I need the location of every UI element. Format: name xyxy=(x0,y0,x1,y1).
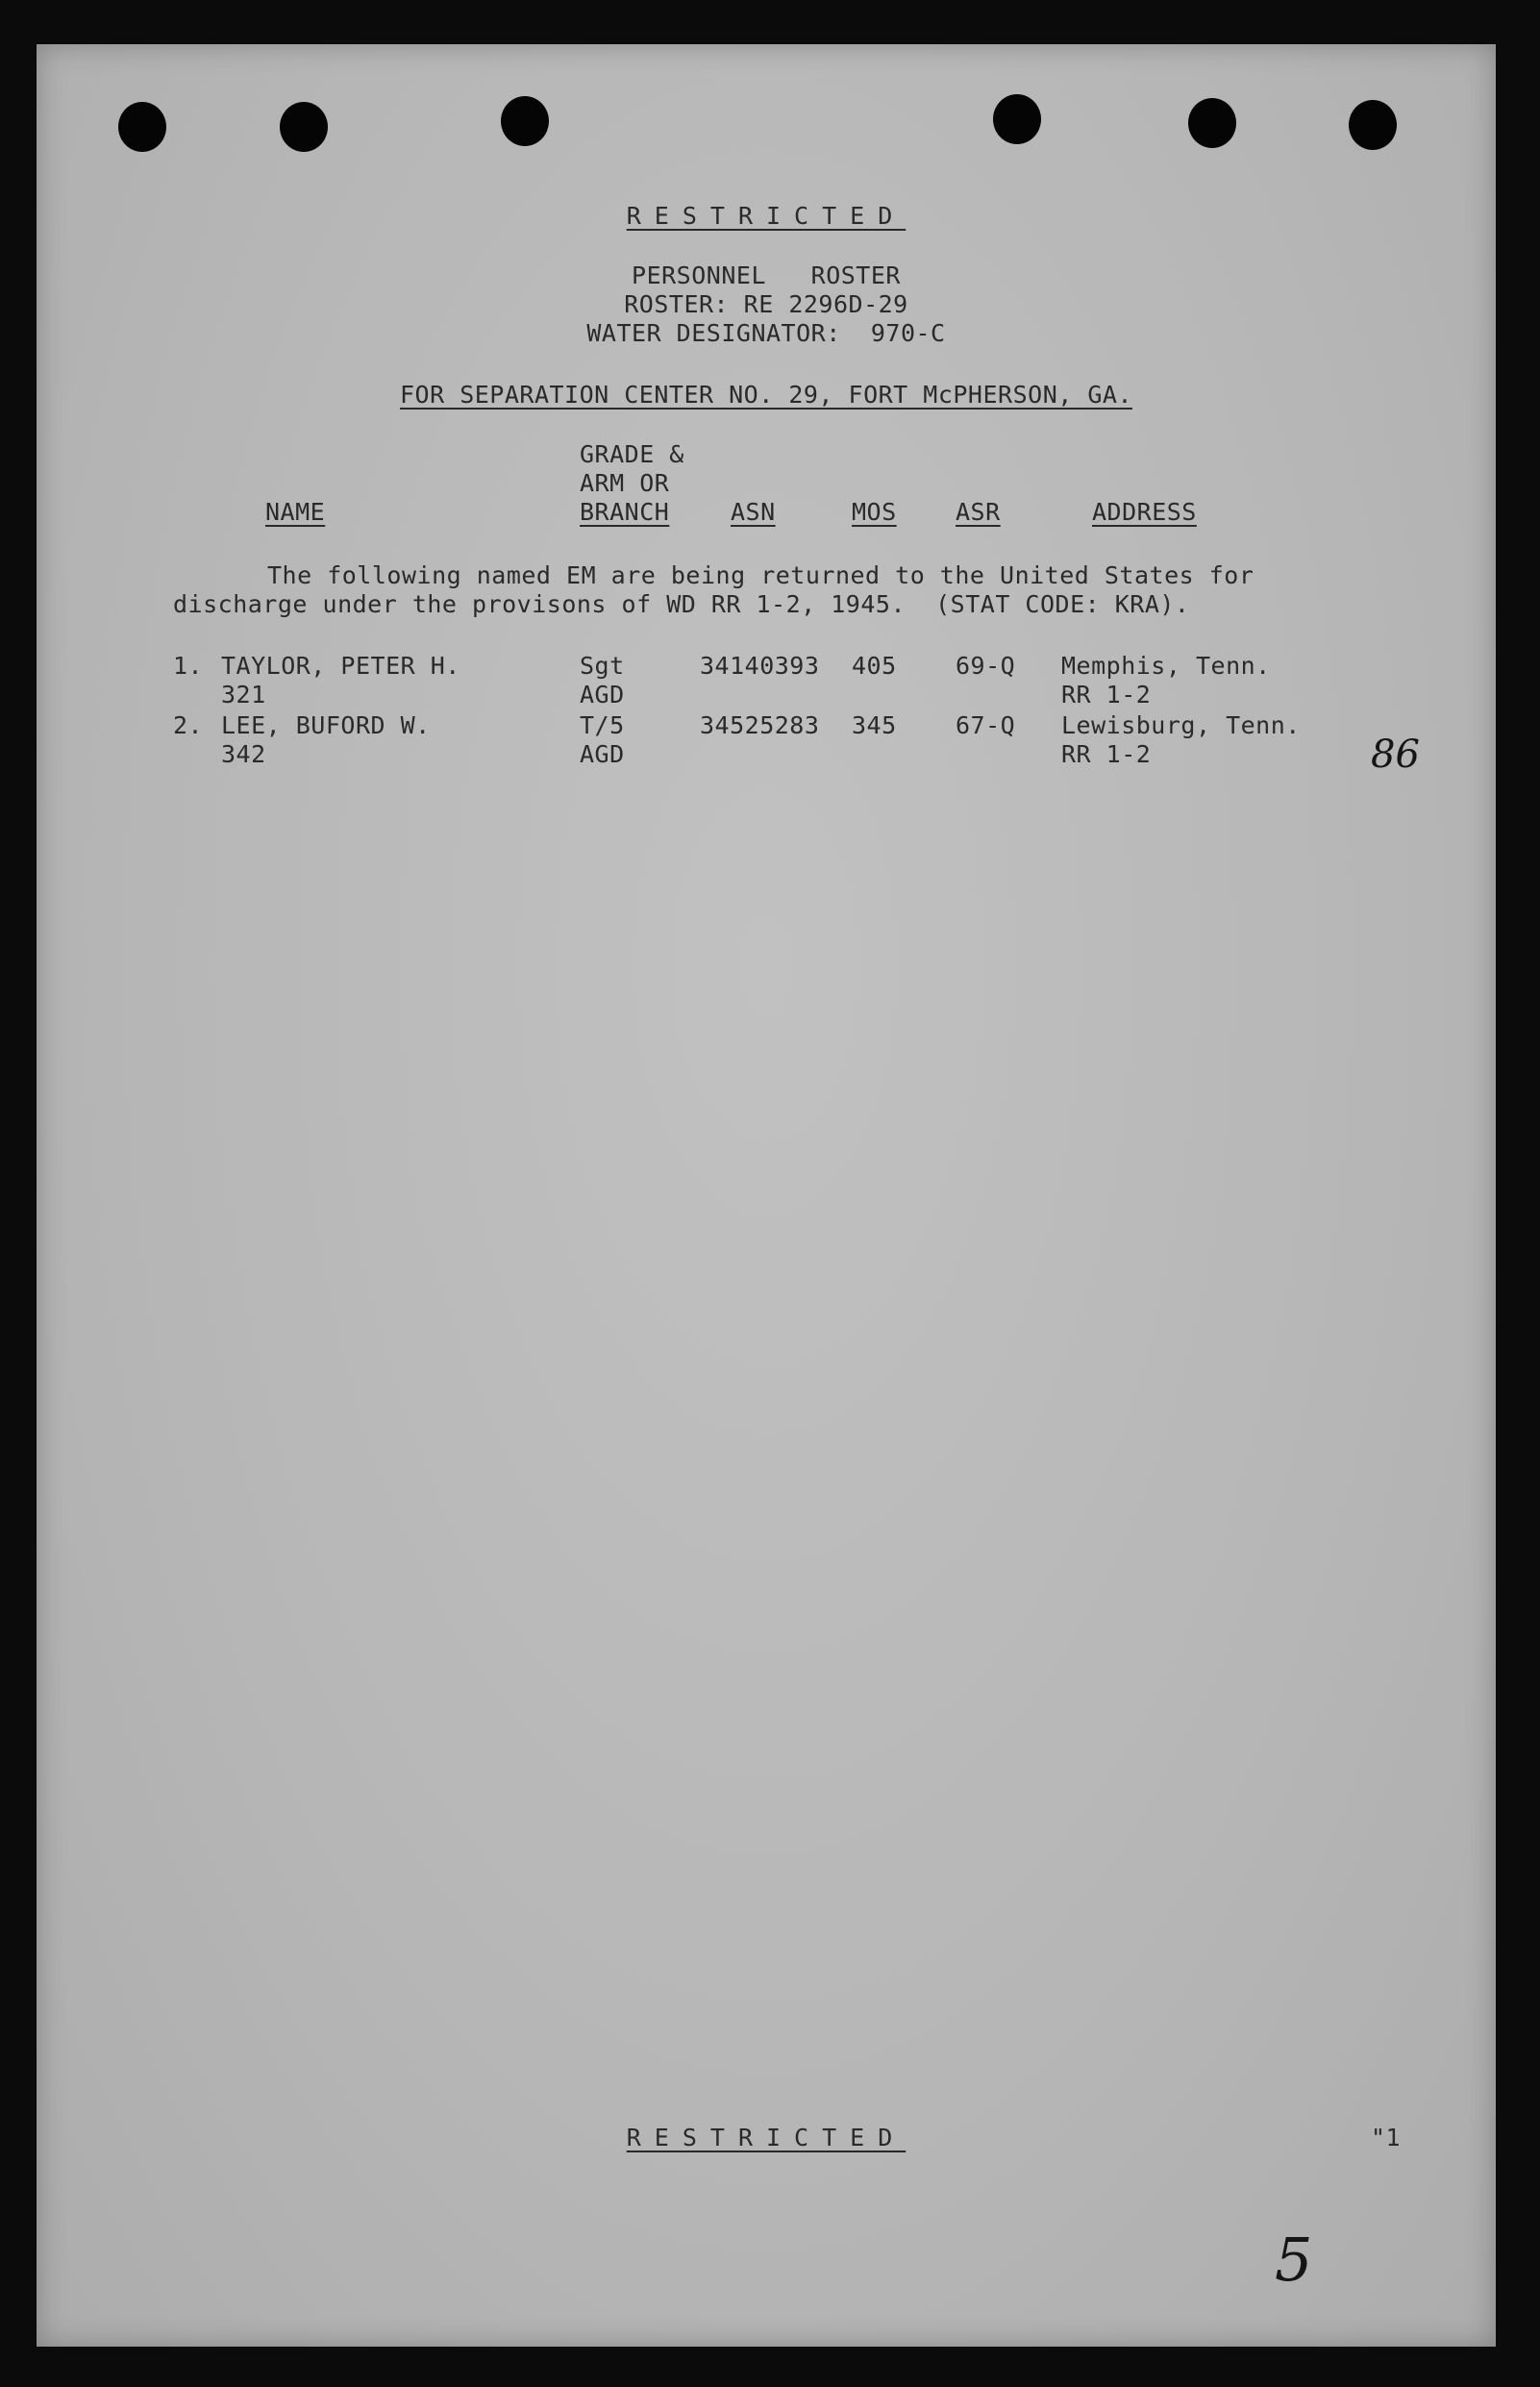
column-asr: ASR xyxy=(956,498,1001,526)
entry-asn: 34140393 xyxy=(700,652,820,680)
restricted-footer: RESTRICTED xyxy=(626,2124,907,2151)
entry-name: LEE, BUFORD W. xyxy=(221,711,431,739)
punch-hole xyxy=(1188,98,1236,148)
entry-address-line1: Memphis, Tenn. xyxy=(1061,652,1271,680)
entry-asr: 69-Q xyxy=(956,652,1016,680)
handwritten-sheet-number: 5 xyxy=(1275,2225,1313,2295)
handwritten-page-number: 86 xyxy=(1371,733,1420,777)
entry-asn: 34525283 xyxy=(700,711,820,739)
punch-hole xyxy=(280,102,328,152)
column-name: NAME xyxy=(265,498,326,526)
intro-line-2: discharge under the provisons of WD RR 1-2, 1945. (STAT CODE: KRA). xyxy=(173,590,1190,618)
column-asn: ASN xyxy=(731,498,776,526)
document-sheet xyxy=(37,44,1496,2347)
column-address: ADDRESS xyxy=(1092,498,1197,526)
punch-hole xyxy=(1349,100,1397,150)
entry-branch: AGD xyxy=(580,740,625,768)
entry-address-line2: RR 1-2 xyxy=(1061,740,1152,768)
entry-mos: 405 xyxy=(852,652,897,680)
entry-grade: T/5 xyxy=(580,711,625,739)
column-mos: MOS xyxy=(852,498,897,526)
water-designator: WATER DESIGNATOR: 970-C xyxy=(586,319,946,347)
entry-asr: 67-Q xyxy=(956,711,1016,739)
restricted-header: RESTRICTED xyxy=(626,202,907,230)
entry-number: 1. xyxy=(173,652,204,680)
column-grade-line3: BRANCH xyxy=(580,498,670,526)
roster-number: ROSTER: RE 2296D-29 xyxy=(624,290,908,318)
column-grade-line1: GRADE & xyxy=(580,440,684,468)
entry-address-line2: RR 1-2 xyxy=(1061,681,1152,709)
entry-address-line1: Lewisburg, Tenn. xyxy=(1061,711,1301,739)
intro-line-1: The following named EM are being returned to the United States for xyxy=(267,561,1254,589)
entry-code: 321 xyxy=(221,681,266,709)
roster-title: PERSONNEL ROSTER xyxy=(632,261,901,289)
punch-hole xyxy=(993,94,1041,144)
entry-name: TAYLOR, PETER H. xyxy=(221,652,460,680)
entry-branch: AGD xyxy=(580,681,625,709)
entry-mos: 345 xyxy=(852,711,897,739)
punch-hole xyxy=(501,96,549,146)
column-grade-line2: ARM OR xyxy=(580,469,670,497)
punch-hole xyxy=(118,102,166,152)
entry-code: 342 xyxy=(221,740,266,768)
entry-grade: Sgt xyxy=(580,652,625,680)
footer-page-mark: "1 xyxy=(1371,2124,1402,2151)
destination-line: FOR SEPARATION CENTER NO. 29, FORT McPHERSON, GA. xyxy=(399,381,1132,409)
entry-number: 2. xyxy=(173,711,204,739)
